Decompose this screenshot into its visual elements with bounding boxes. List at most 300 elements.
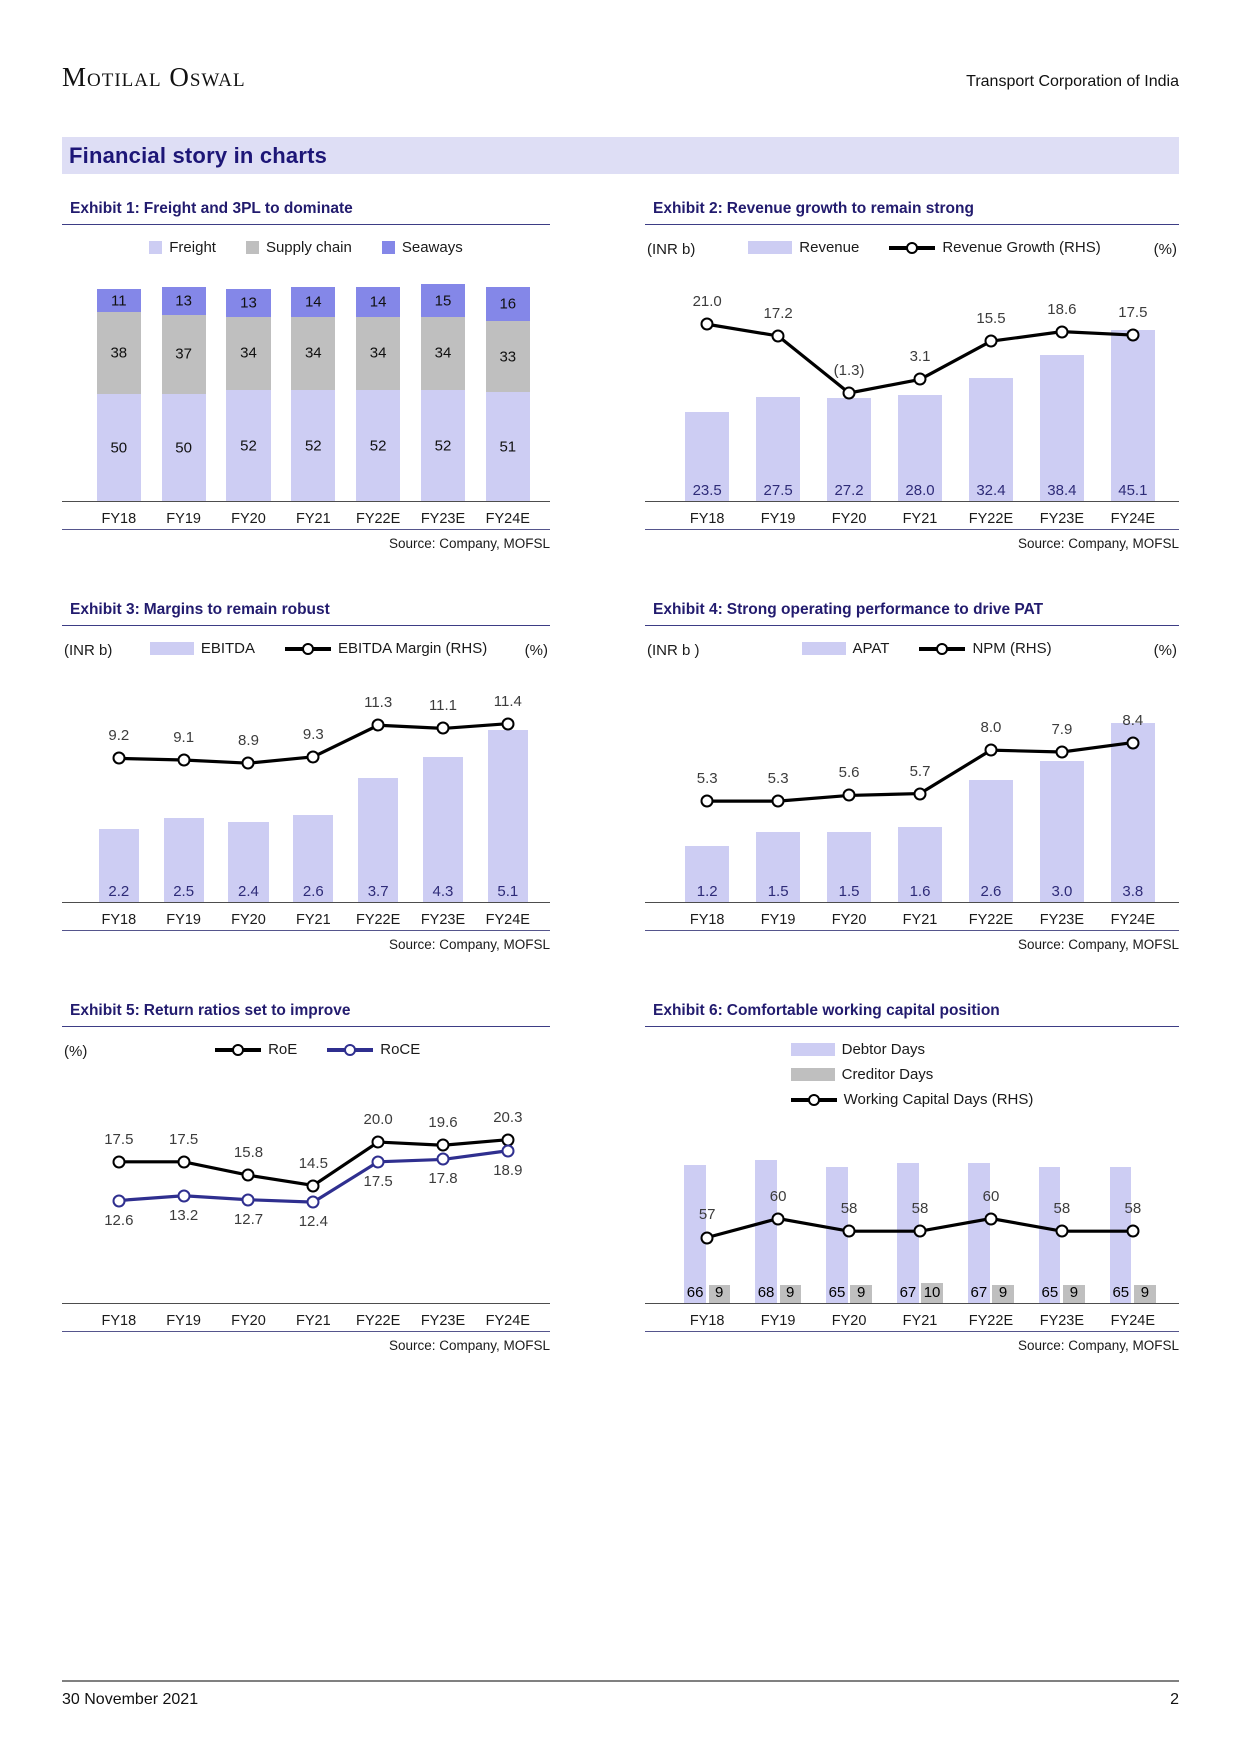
bar-value-label: 52 xyxy=(434,437,452,455)
legend-label: EBITDA Margin (RHS) xyxy=(338,640,488,657)
line-marker xyxy=(914,373,927,386)
legend-swatch xyxy=(802,642,846,655)
x-axis-label: FY21 xyxy=(295,912,331,928)
line-marker xyxy=(772,795,785,808)
bar-value-label: 67 xyxy=(899,1284,917,1301)
plot-inner xyxy=(645,666,1179,903)
axis-unit-right: (%) xyxy=(1153,642,1177,659)
exhibit-1-card xyxy=(62,198,550,553)
bar-value-label: 38.4 xyxy=(1047,482,1077,499)
bar-value-label: 3.7 xyxy=(367,883,389,900)
charts-grid xyxy=(62,198,1179,1355)
bar-value-label: 1.5 xyxy=(838,883,860,900)
x-axis-label: FY23E xyxy=(1039,912,1085,928)
line-marker xyxy=(112,1194,125,1207)
line-marker xyxy=(701,318,714,331)
point-value-label: 5.6 xyxy=(838,764,860,782)
x-axis-label: FY18 xyxy=(101,511,137,527)
plot-inner xyxy=(62,666,550,903)
point-value-label: 20.0 xyxy=(363,1111,393,1129)
point-value-label: (1.3) xyxy=(833,361,865,379)
bar-segment-supply-chain xyxy=(97,312,141,394)
exhibit-2-card xyxy=(645,198,1179,553)
point-value-label: 11.4 xyxy=(493,692,522,710)
exhibit-4-card xyxy=(645,599,1179,954)
x-axis-label: FY21 xyxy=(295,511,331,527)
footer-date: 30 November 2021 xyxy=(62,1691,199,1708)
bar-value-label: 2.6 xyxy=(980,883,1002,900)
x-axis-label: FY20 xyxy=(231,912,266,928)
plot-inner xyxy=(62,1067,550,1304)
line-marker xyxy=(1055,325,1068,338)
exhibit-4-source xyxy=(645,930,1179,954)
legend-line-marker-icon xyxy=(906,242,918,254)
bar-segment-freight xyxy=(291,390,335,502)
exhibit-1-source xyxy=(62,529,550,553)
legend xyxy=(802,640,1052,657)
line-marker xyxy=(436,1153,449,1166)
legend-label: EBITDA xyxy=(200,640,255,657)
line-marker xyxy=(177,754,190,767)
bar-value-label: 15 xyxy=(434,292,452,310)
point-value-label: 58 xyxy=(840,1200,858,1218)
exhibit-name: Margins to remain robust xyxy=(143,601,330,618)
exhibit-name: Revenue growth to remain strong xyxy=(726,200,974,217)
bar-value-label: 5.1 xyxy=(497,883,519,900)
legend-line-swatch xyxy=(889,241,935,254)
legend-label: NPM (RHS) xyxy=(972,640,1052,657)
point-value-label: 17.8 xyxy=(428,1170,458,1188)
x-axis-label: FY23E xyxy=(1039,511,1085,527)
line-marker xyxy=(177,1189,190,1202)
legend-label: Creditor Days xyxy=(841,1066,934,1083)
x-axis-label: FY19 xyxy=(760,912,796,928)
legend-swatch xyxy=(791,1068,835,1081)
exhibit-1-chart xyxy=(62,225,550,527)
legend-zone xyxy=(62,235,550,265)
point-value-label: 12.6 xyxy=(104,1211,134,1229)
point-value-label: 18.9 xyxy=(493,1161,523,1179)
bar-value-label: 45.1 xyxy=(1118,482,1148,499)
legend-zone xyxy=(62,1037,550,1067)
bar-value-label: 9 xyxy=(998,1284,1008,1301)
exhibit-6-card xyxy=(645,1000,1179,1355)
line-series-npm-(rhs) xyxy=(645,666,1179,903)
bar-value-label: 34 xyxy=(434,344,452,362)
x-axis-line xyxy=(645,1303,1179,1305)
legend-label: APAT xyxy=(852,640,890,657)
section-title-bar xyxy=(62,137,1179,174)
bar-value-label: 52 xyxy=(304,437,322,455)
point-value-label: 57 xyxy=(698,1206,716,1224)
x-axis-label: FY24E xyxy=(485,511,530,527)
legend xyxy=(149,239,462,256)
plot-inner xyxy=(645,1114,1179,1304)
point-value-label: 17.5 xyxy=(169,1130,199,1148)
x-axis-label: FY24E xyxy=(1110,511,1156,527)
legend-label: Working Capital Days (RHS) xyxy=(843,1091,1034,1108)
plot-inner xyxy=(62,265,550,502)
company-name: Transport Corporation of India xyxy=(966,73,1179,90)
bar-value-label: 2.6 xyxy=(302,883,324,900)
point-value-label: 9.2 xyxy=(108,727,130,745)
axis-unit-left: (INR b) xyxy=(64,642,113,659)
line-marker xyxy=(1055,1225,1068,1238)
legend-swatch xyxy=(791,1043,835,1056)
exhibit-name: Return ratios set to improve xyxy=(143,1002,351,1019)
line-marker xyxy=(372,719,385,732)
exhibit-3-title xyxy=(62,599,550,626)
bar-segment-supply-chain xyxy=(486,321,530,392)
line-marker xyxy=(372,1136,385,1149)
legend-label: Revenue Growth (RHS) xyxy=(942,239,1101,256)
x-axis-label: FY22E xyxy=(968,1313,1014,1329)
line-marker xyxy=(501,1144,514,1157)
bar-segment-freight xyxy=(97,394,141,502)
bar-segment-seaways xyxy=(162,287,206,315)
bar-value-label: 16 xyxy=(499,295,517,313)
point-value-label: 14.5 xyxy=(298,1154,328,1172)
bar-value-label: 9 xyxy=(786,1284,795,1301)
x-axis-label: FY18 xyxy=(689,912,725,928)
x-axis-label: FY18 xyxy=(101,912,137,928)
legend-zone xyxy=(645,1037,1179,1114)
bar-value-label: 65 xyxy=(828,1284,846,1301)
exhibit-6-source xyxy=(645,1331,1179,1355)
axis-unit-left: (INR b ) xyxy=(647,642,700,659)
bar-segment-seaways xyxy=(291,287,335,317)
exhibit-6-chart xyxy=(645,1027,1179,1329)
legend-zone xyxy=(645,636,1179,666)
x-axis-label: FY20 xyxy=(831,912,867,928)
point-value-label: 11.1 xyxy=(428,697,458,715)
x-axis-line xyxy=(645,902,1179,904)
bar-value-label: 2.2 xyxy=(108,883,130,900)
x-axis-label: FY24E xyxy=(485,912,530,928)
exhibit-4-title xyxy=(645,599,1179,626)
legend-label: Seaways xyxy=(401,239,463,256)
exhibit-2-chart xyxy=(645,225,1179,527)
bar-value-label: 34 xyxy=(240,344,257,362)
axis-unit-right: (%) xyxy=(524,642,548,659)
legend-swatch xyxy=(748,241,792,254)
x-axis-label: FY20 xyxy=(231,511,266,527)
x-axis-label: FY23E xyxy=(420,511,466,527)
bar-value-label: 34 xyxy=(369,344,387,362)
exhibit-4-chart xyxy=(645,626,1179,928)
line-marker xyxy=(372,1155,385,1168)
line-marker xyxy=(1126,329,1139,342)
bar-value-label: 9 xyxy=(856,1284,866,1301)
exhibit-2-title xyxy=(645,198,1179,225)
legend-item xyxy=(791,1091,1034,1108)
point-value-label: 3.1 xyxy=(909,348,931,366)
bar-segment-freight xyxy=(421,390,465,502)
exhibit-label: Exhibit 6: xyxy=(653,1002,723,1019)
legend-zone xyxy=(645,235,1179,265)
bar-value-label: 34 xyxy=(304,344,322,362)
legend-item xyxy=(327,1041,420,1058)
legend-swatch xyxy=(150,642,194,655)
legend-item xyxy=(149,239,216,256)
line-series-revenue-growth-(rhs) xyxy=(645,265,1179,502)
axis-unit-left: (INR b) xyxy=(647,241,696,258)
point-value-label: 9.1 xyxy=(173,729,195,746)
line-series-ebitda-margin-(rhs) xyxy=(62,666,550,903)
plot-area xyxy=(645,666,1179,928)
bar-value-label: 13 xyxy=(175,292,192,310)
legend-item xyxy=(215,1041,297,1058)
legend-item xyxy=(748,239,859,256)
x-axis-label: FY18 xyxy=(689,511,725,527)
legend xyxy=(748,239,1100,256)
legend-item xyxy=(889,239,1100,256)
line-marker xyxy=(436,722,449,735)
exhibit-label: Exhibit 2: xyxy=(653,200,723,217)
exhibit-5-source xyxy=(62,1331,550,1355)
point-value-label: 60 xyxy=(982,1187,1000,1205)
point-value-label: 58 xyxy=(1124,1200,1142,1218)
plot-inner xyxy=(645,265,1179,502)
line-marker xyxy=(436,1139,449,1152)
x-axis-label: FY24E xyxy=(1110,1313,1156,1329)
bar-segment-supply-chain xyxy=(226,317,270,390)
legend-zone xyxy=(62,636,550,666)
page-footer xyxy=(62,1680,1179,1709)
line-marker xyxy=(843,789,856,802)
line-marker xyxy=(112,752,125,765)
bar-value-label: 27.5 xyxy=(763,482,793,499)
line-marker xyxy=(984,1212,997,1225)
exhibit-3-chart xyxy=(62,626,550,928)
point-value-label: 58 xyxy=(911,1200,929,1218)
bar-segment-freight xyxy=(356,390,400,502)
bar-segment-freight xyxy=(226,390,270,502)
bar-value-label: 9 xyxy=(715,1284,724,1301)
legend-line-marker-icon xyxy=(344,1044,356,1056)
legend-item xyxy=(285,640,487,657)
legend-line-marker-icon xyxy=(232,1044,244,1056)
bar-value-label: 1.2 xyxy=(696,883,718,900)
legend-swatch xyxy=(149,241,162,254)
legend-label: Freight xyxy=(169,239,216,256)
bar-value-label: 10 xyxy=(923,1284,941,1301)
bar-segment-supply-chain xyxy=(421,317,465,390)
x-axis-label: FY20 xyxy=(831,511,867,527)
bar-value-label: 23.5 xyxy=(692,482,722,499)
source-text: Source: Company, MOFSL xyxy=(388,536,550,551)
x-axis-label: FY21 xyxy=(902,1313,938,1329)
legend-item xyxy=(246,239,352,256)
legend-item xyxy=(382,239,463,256)
x-axis-label: FY24E xyxy=(1110,912,1156,928)
x-axis-label: FY22E xyxy=(968,511,1014,527)
bar-value-label: 4.3 xyxy=(432,883,454,900)
point-value-label: 17.2 xyxy=(763,304,793,322)
legend-line-swatch xyxy=(215,1043,261,1056)
bar-value-label: 67 xyxy=(970,1284,988,1301)
line-marker xyxy=(701,1231,714,1244)
source-text: Source: Company, MOFSL xyxy=(388,1338,550,1353)
legend-item xyxy=(919,640,1051,657)
line-marker xyxy=(307,1179,320,1192)
point-value-label: 9.3 xyxy=(302,725,324,743)
x-axis-label: FY22E xyxy=(355,912,401,928)
line-marker xyxy=(914,1225,927,1238)
line-marker xyxy=(772,1212,785,1225)
line-marker xyxy=(501,717,514,730)
line-marker xyxy=(242,757,255,770)
bar-segment-seaways xyxy=(356,287,400,317)
x-axis-label: FY20 xyxy=(831,1313,867,1329)
x-axis-label: FY23E xyxy=(420,1313,466,1329)
bar-value-label: 3.8 xyxy=(1122,883,1144,900)
line-marker xyxy=(984,744,997,757)
line-marker xyxy=(242,1169,255,1182)
point-value-label: 5.7 xyxy=(909,762,931,780)
exhibit-5-card xyxy=(62,1000,550,1355)
x-axis-label: FY24E xyxy=(485,1313,530,1329)
exhibit-6-title xyxy=(645,1000,1179,1027)
x-axis-label: FY22E xyxy=(355,1313,401,1329)
exhibit-label: Exhibit 1: xyxy=(70,200,140,217)
legend-label: RoCE xyxy=(380,1041,421,1058)
legend-label: Supply chain xyxy=(265,239,352,256)
point-value-label: 19.6 xyxy=(428,1114,458,1132)
legend-label: RoE xyxy=(268,1041,298,1058)
line-marker xyxy=(307,1196,320,1209)
exhibit-2-source xyxy=(645,529,1179,553)
line-marker xyxy=(984,335,997,348)
x-axis-label: FY23E xyxy=(420,912,466,928)
legend-label: Revenue xyxy=(799,239,860,256)
x-axis-label: FY19 xyxy=(760,511,796,527)
bar-value-label: 50 xyxy=(175,439,192,457)
bar-segment-seaways xyxy=(97,289,141,313)
exhibit-1-title xyxy=(62,198,550,225)
exhibit-label: Exhibit 4: xyxy=(653,601,723,618)
point-value-label: 11.3 xyxy=(364,694,393,712)
point-value-label: 5.3 xyxy=(696,770,718,788)
legend-item xyxy=(802,640,890,657)
bar-value-label: 65 xyxy=(1041,1284,1059,1301)
point-value-label: 20.3 xyxy=(493,1108,523,1126)
x-axis-label: FY19 xyxy=(166,1313,201,1329)
x-axis-label: FY18 xyxy=(689,1313,725,1329)
bar-segment-supply-chain xyxy=(356,317,400,390)
legend-line-swatch xyxy=(919,642,965,655)
legend-item xyxy=(791,1066,934,1083)
legend-line-marker-icon xyxy=(936,643,948,655)
bar-value-label: 27.2 xyxy=(834,482,864,499)
x-axis-label: FY19 xyxy=(760,1313,796,1329)
point-value-label: 15.5 xyxy=(976,310,1006,328)
plot-area xyxy=(62,666,550,928)
exhibit-label: Exhibit 5: xyxy=(70,1002,140,1019)
point-value-label: 8.9 xyxy=(238,732,259,750)
legend-item xyxy=(791,1041,925,1058)
x-axis-label: FY19 xyxy=(166,511,201,527)
legend xyxy=(215,1041,420,1058)
line-marker xyxy=(177,1155,190,1168)
x-axis-line xyxy=(62,501,550,503)
x-axis-label: FY20 xyxy=(231,1313,266,1329)
x-axis-line xyxy=(62,1303,550,1305)
point-value-label: 15.8 xyxy=(233,1144,264,1162)
bar-value-label: 37 xyxy=(175,345,192,363)
bar-value-label: 38 xyxy=(110,344,128,362)
point-value-label: 13.2 xyxy=(169,1206,199,1224)
legend-line-marker-icon xyxy=(302,643,314,655)
line-marker xyxy=(1055,746,1068,759)
line-marker xyxy=(772,329,785,342)
line-marker xyxy=(307,750,320,763)
exhibit-5-chart xyxy=(62,1027,550,1329)
x-axis-label: FY21 xyxy=(902,511,938,527)
plot-area xyxy=(62,1067,550,1329)
legend-swatch xyxy=(382,241,395,254)
source-text: Source: Company, MOFSL xyxy=(1017,937,1179,952)
point-value-label: 8.0 xyxy=(980,719,1002,737)
point-value-label: 17.5 xyxy=(1118,304,1148,322)
bar-value-label: 14 xyxy=(304,293,322,311)
bar-value-label: 1.6 xyxy=(909,883,931,900)
bar-value-label: 13 xyxy=(240,294,257,312)
x-axis-label: FY21 xyxy=(295,1313,331,1329)
source-text: Source: Company, MOFSL xyxy=(1017,1338,1179,1353)
legend-item xyxy=(150,640,255,657)
legend-swatch xyxy=(246,241,259,254)
point-value-label: 8.4 xyxy=(1122,711,1144,729)
bar-value-label: 65 xyxy=(1112,1284,1130,1301)
line-marker xyxy=(843,386,856,399)
bar-value-label: 11 xyxy=(111,292,127,310)
bar-value-label: 3.0 xyxy=(1051,883,1073,900)
bar-value-label: 28.0 xyxy=(905,482,935,499)
motilal-oswal-logo: Motilal Oswal xyxy=(62,62,246,92)
legend-line-swatch xyxy=(327,1043,373,1056)
x-axis-label: FY23E xyxy=(1039,1313,1085,1329)
point-value-label: 21.0 xyxy=(692,293,722,311)
bar-value-label: 2.5 xyxy=(173,883,195,900)
exhibit-label: Exhibit 3: xyxy=(70,601,140,618)
bar-segment-seaways xyxy=(421,284,465,316)
line-marker xyxy=(242,1193,255,1206)
bar-value-label: 33 xyxy=(499,348,517,366)
source-text: Source: Company, MOFSL xyxy=(1017,536,1179,551)
point-value-label: 60 xyxy=(769,1187,787,1205)
point-value-label: 12.7 xyxy=(233,1210,264,1228)
point-value-label: 12.4 xyxy=(298,1213,328,1231)
bar-value-label: 32.4 xyxy=(976,482,1006,499)
bar-value-label: 9 xyxy=(1069,1284,1079,1301)
line-marker xyxy=(843,1225,856,1238)
legend xyxy=(150,640,487,657)
legend xyxy=(791,1041,1034,1108)
bar-value-label: 50 xyxy=(110,439,128,457)
exhibit-3-source xyxy=(62,930,550,954)
plot-area xyxy=(645,265,1179,527)
x-axis-line xyxy=(645,501,1179,503)
line-marker xyxy=(112,1155,125,1168)
point-value-label: 17.5 xyxy=(363,1172,393,1190)
point-value-label: 7.9 xyxy=(1051,721,1073,739)
bar-value-label: 52 xyxy=(369,437,387,455)
x-axis-label: FY19 xyxy=(166,912,201,928)
line-marker xyxy=(701,795,714,808)
axis-unit-left: (%) xyxy=(64,1043,88,1060)
exhibit-name: Strong operating performance to drive PAT xyxy=(726,601,1044,618)
